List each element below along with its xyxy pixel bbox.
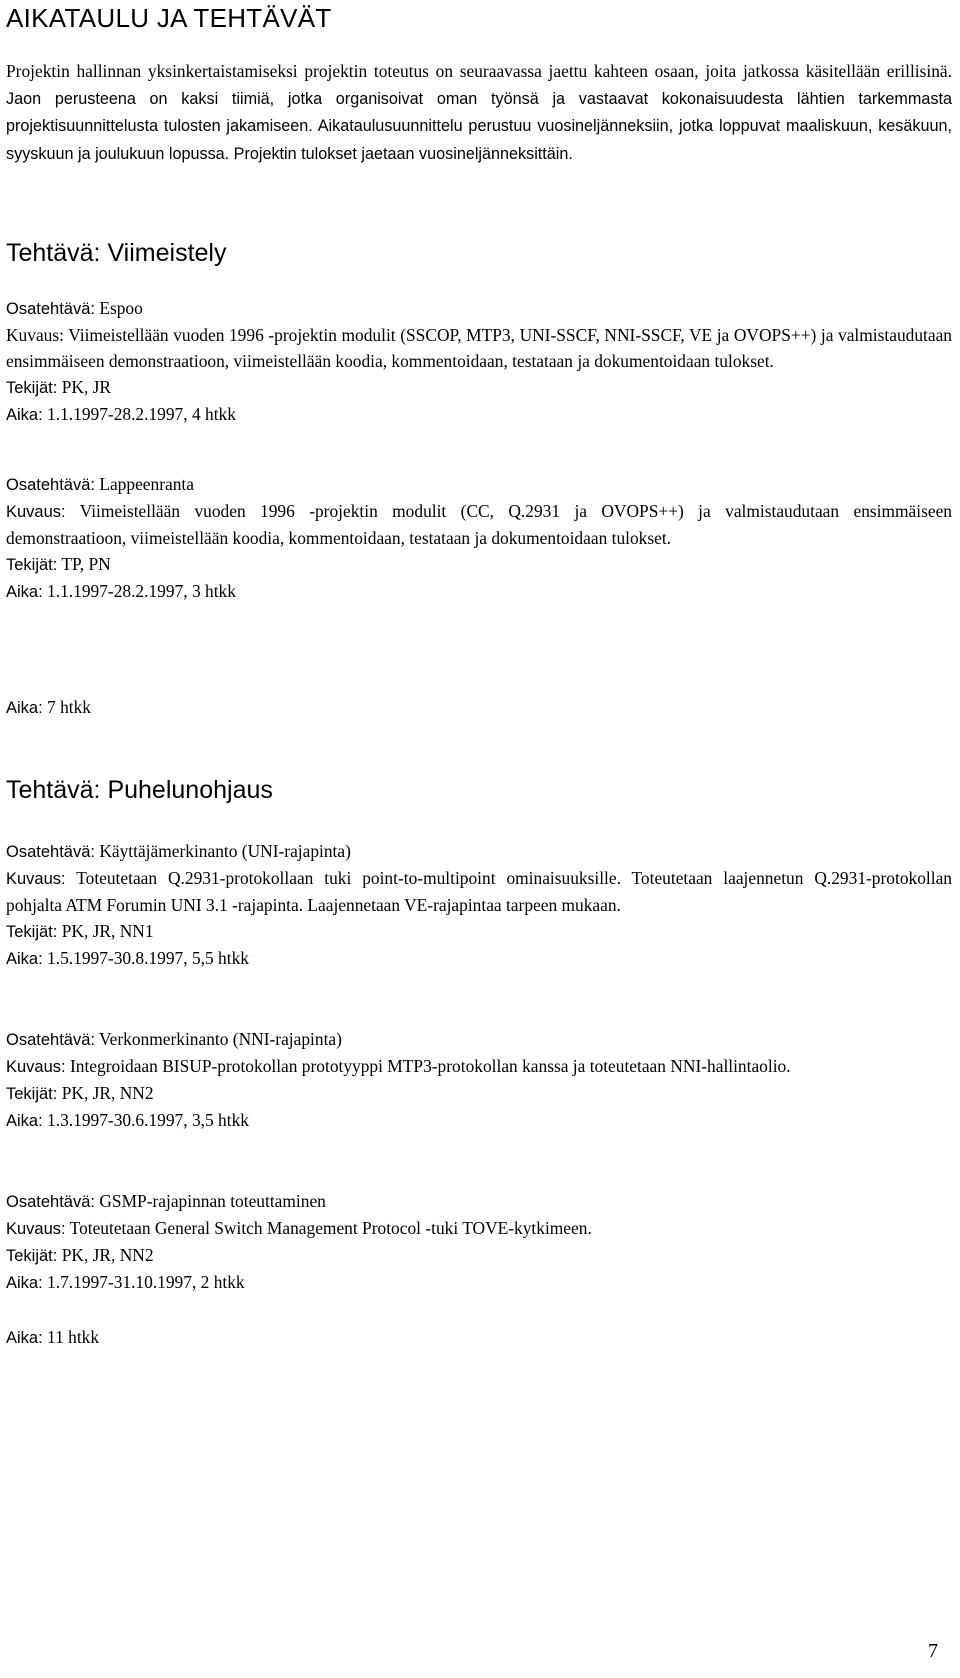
- osatehtava-label: Osatehtävä:: [6, 843, 95, 861]
- tekijat-label: Tekijät:: [6, 379, 58, 397]
- subtask-authors: [6, 918, 952, 945]
- tekijat-value: PK, JR, NN1: [57, 921, 154, 941]
- subtask-time: [6, 945, 952, 972]
- kuvaus-label: Kuvaus:: [6, 1220, 66, 1238]
- aika-label: Aika:: [6, 583, 43, 601]
- subtask-description: [6, 1053, 952, 1080]
- osatehtava-label: Osatehtävä:: [6, 300, 95, 318]
- total-aika-value: 7 htkk: [42, 697, 91, 717]
- subtask-description: [6, 1215, 952, 1242]
- subtask-heading: [6, 471, 952, 498]
- subtask-time: [6, 1107, 952, 1134]
- osatehtava-value: GSMP-rajapinnan toteuttaminen: [94, 1191, 326, 1211]
- document-title: AIKATAULU JA TEHTÄVÄT: [6, 3, 332, 33]
- kuvaus-value: Viimeistellään vuoden 1996 -projektin modulit (SSCOP, MTP3, UNI-SSCF, NNI-SSCF, VE ja OVOPS++) ja valmistaudutaan ensimmäiseen demonstraatioon, viimeistellään koodia, kommentoidaan, testataan ja dokumentoidaan tulokset.: [6, 325, 952, 371]
- total-time-line: [6, 1324, 952, 1351]
- subtask-description: [6, 498, 952, 551]
- tekijat-label: Tekijät:: [6, 923, 58, 941]
- subtask-authors: [6, 1242, 952, 1269]
- kuvaus-label: Kuvaus:: [6, 503, 66, 521]
- osatehtava-value: Käyttäjämerkinanto (UNI-rajapinta): [94, 841, 351, 861]
- subtask-lappeenranta: [6, 471, 952, 605]
- task-title-viimeistely: Tehtävä: Viimeistely: [6, 239, 227, 267]
- aika-label: Aika:: [6, 406, 43, 424]
- tekijat-label: Tekijät:: [6, 1085, 58, 1103]
- kuvaus-label: Kuvaus:: [6, 1058, 66, 1076]
- total-aika-label: Aika:: [6, 1329, 43, 1347]
- osatehtava-label: Osatehtävä:: [6, 1031, 95, 1049]
- aika-label: Aika:: [6, 1112, 43, 1130]
- total-aika-value: 11 htkk: [42, 1327, 100, 1347]
- kuvaus-value: Integroidaan BISUP-protokollan prototyyppi MTP3-protokollan kanssa ja toteutetaan NNI-hallintaolio.: [65, 1056, 791, 1076]
- tekijat-label: Tekijät:: [6, 1247, 58, 1265]
- subtask-uni: [6, 838, 952, 972]
- task-total-time: [6, 1324, 952, 1351]
- aika-value: 1.7.1997-31.10.1997, 2 htkk: [42, 1272, 245, 1292]
- task-title-puhelunohjaus: Tehtävä: Puhelunohjaus: [6, 776, 273, 804]
- subtask-heading: [6, 295, 952, 322]
- subtask-authors: [6, 374, 952, 401]
- tekijat-value: PK, JR, NN2: [57, 1083, 154, 1103]
- osatehtava-value: Lappeenranta: [94, 474, 194, 494]
- subtask-heading: [6, 1026, 952, 1053]
- subtask-heading: [6, 1188, 952, 1215]
- tekijat-value: PK, JR: [57, 377, 112, 397]
- kuvaus-value: Toteutetaan General Switch Management Protocol -tuki TOVE-kytkimeen.: [65, 1218, 592, 1238]
- tekijat-value: PK, JR, NN2: [57, 1245, 154, 1265]
- aika-label: Aika:: [6, 1274, 43, 1292]
- page-number: 7: [928, 1640, 938, 1662]
- subtask-description: [6, 322, 952, 374]
- osatehtava-value: Verkonmerkinanto (NNI-rajapinta): [94, 1029, 342, 1049]
- intro-text-part1: Projektin hallinnan yksinkertaistamiseksi projektin toteutus on seuraavassa jaettu kahteen osaan, joita jatkossa käsitellään erillisinä.: [6, 61, 952, 81]
- total-aika-label: Aika:: [6, 699, 43, 717]
- kuvaus-value: Toteutetaan Q.2931-protokollaan tuki point-to-multipoint ominaisuuksille. Toteutetaan laajennetun Q.2931-protokollan pohjalta ATM Forumin UNI 3.1 -rajapinta. Laajennetaan VE-rajapintaa tarpeen mukaan.: [6, 868, 952, 915]
- subtask-espoo: [6, 295, 952, 428]
- kuvaus-label: Kuvaus:: [6, 870, 66, 888]
- intro-text-part2: Jaon perusteena on kaksi tiimiä, jotka organisoivat oman työnsä ja vastaavat kokonaisuudesta lähtien tarkemmasta projektisuunnittelusta tulosten jakamiseen. Aikataulusuunnittelu perustuu vuosineljänneksiin, jotka loppuvat maaliskuun, kesäkuun, syyskuun ja joulukuun lopussa. Projektin tulokset jaetaan vuosineljänneksittäin.: [6, 89, 952, 163]
- tekijat-label: Tekijät:: [6, 556, 58, 574]
- subtask-heading: [6, 838, 952, 865]
- subtask-time: [6, 578, 952, 605]
- aika-value: 1.1.1997-28.2.1997, 3 htkk: [42, 581, 236, 601]
- subtask-time: [6, 401, 952, 428]
- subtask-nni: [6, 1026, 952, 1134]
- tekijat-value: TP, PN: [57, 554, 111, 574]
- aika-label: Aika:: [6, 950, 43, 968]
- subtask-gsmp: [6, 1188, 952, 1296]
- kuvaus-value: Viimeistellään vuoden 1996 -projektin modulit (CC, Q.2931 ja OVOPS++) ja valmistaudutaan ensimmäiseen demonstraatioon, viimeistellään koodia, kommentoidaan, testataan ja dokumentoidaan tulokset.: [6, 501, 952, 548]
- aika-value: 1.5.1997-30.8.1997, 5,5 htkk: [42, 948, 249, 968]
- osatehtava-value: Espoo: [94, 298, 143, 318]
- aika-value: 1.3.1997-30.6.1997, 3,5 htkk: [42, 1110, 249, 1130]
- subtask-authors: [6, 551, 952, 578]
- task-total-time: [6, 694, 952, 721]
- subtask-description: [6, 865, 952, 918]
- aika-value: 1.1.1997-28.2.1997, 4 htkk: [42, 404, 236, 424]
- subtask-authors: [6, 1080, 952, 1107]
- osatehtava-label: Osatehtävä:: [6, 1193, 95, 1211]
- intro-paragraph: [6, 58, 952, 167]
- total-time-line: [6, 694, 952, 721]
- kuvaus-label: Kuvaus:: [6, 325, 64, 345]
- subtask-time: [6, 1269, 952, 1296]
- osatehtava-label: Osatehtävä:: [6, 476, 95, 494]
